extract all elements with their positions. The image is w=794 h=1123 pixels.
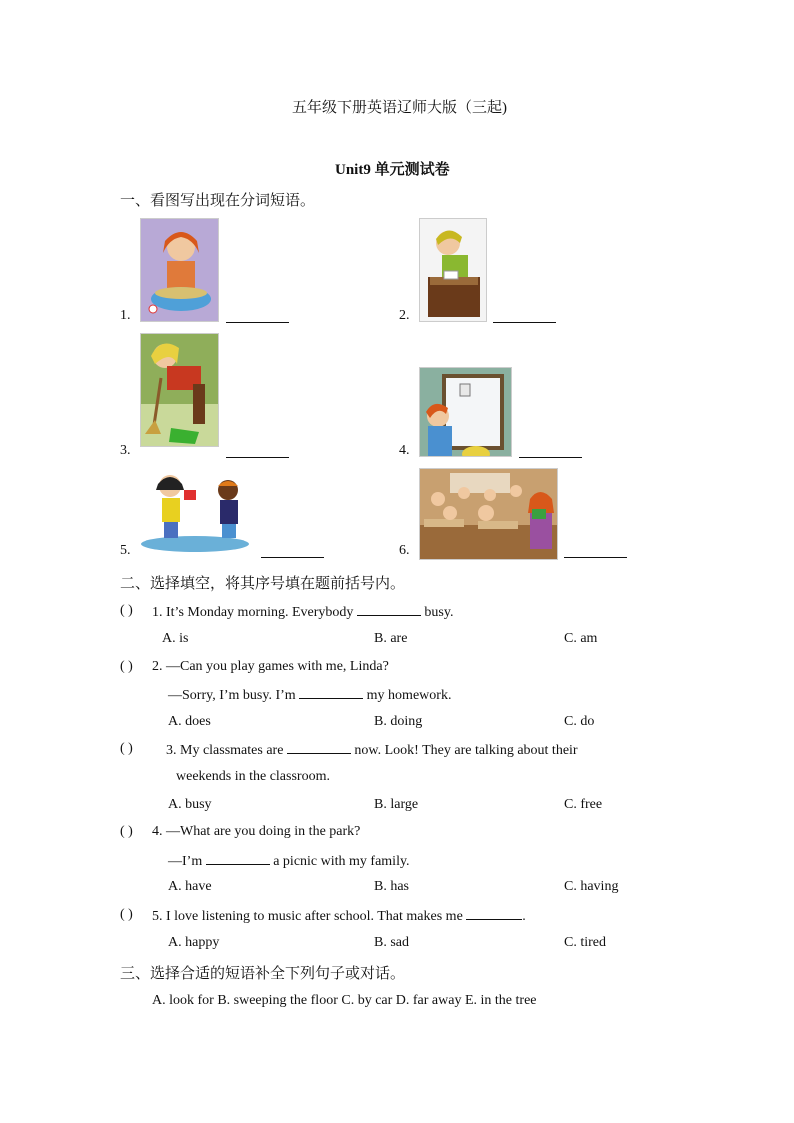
q5-stem (152, 907, 526, 925)
q4-blank[interactable] (206, 852, 270, 865)
q3-paren[interactable]: ( ) (120, 741, 133, 756)
picture-cleaning-window (419, 367, 512, 457)
q1-blank[interactable] (357, 603, 421, 616)
q3-option-c[interactable]: C. free (564, 797, 603, 812)
answer-blank-5[interactable] (261, 545, 324, 563)
q3-text-1a: 3. My classmates are (166, 743, 284, 758)
picture-washing (140, 218, 219, 322)
q4-text-2a: —I’m (168, 854, 203, 869)
q4-option-a[interactable]: A. have (168, 879, 212, 894)
q4-text-1: 4. —What are you doing in the park? (152, 824, 361, 839)
item-number-4: 4. (399, 443, 410, 458)
q5-option-a[interactable]: A. happy (168, 935, 220, 950)
q5-text-b: . (522, 909, 526, 924)
q2-blank[interactable] (299, 686, 363, 699)
q1-text-b: busy. (424, 605, 454, 620)
page-title: 五年级下册英语辽师大版（三起) (292, 100, 507, 116)
q2-option-a[interactable]: A. does (168, 714, 211, 729)
answer-blank-3[interactable] (226, 445, 289, 463)
q3-line-1 (166, 741, 578, 759)
picture-cleaning-desk (419, 218, 487, 322)
section2-heading: 二、选择填空，将其序号填在题前括号内。 (120, 576, 406, 592)
q3-text-2: weekends in the classroom. (176, 769, 330, 784)
answer-blank-4[interactable] (519, 445, 582, 463)
section1-heading: 一、看图写出现在分词短语。 (120, 193, 316, 209)
q1-text-a: 1. It’s Monday morning. Everybody (152, 605, 354, 620)
q1-option-b[interactable]: B. are (374, 631, 408, 646)
q2-text-2b: my homework. (366, 688, 452, 703)
picture-children-cards (140, 470, 251, 554)
q1-paren[interactable]: ( ) (120, 603, 133, 618)
q3-option-a[interactable]: A. busy (168, 797, 212, 812)
q4-line-2 (168, 852, 410, 870)
q1-option-a[interactable]: A. is (162, 631, 189, 646)
answer-blank-1[interactable] (226, 310, 289, 328)
q3-blank[interactable] (287, 741, 351, 754)
q5-text-a: 5. I love listening to music after school. That makes me (152, 909, 463, 924)
section3-options: A. look for B. sweeping the floor C. by car D. far away E. in the tree (152, 993, 537, 1008)
q1-stem (152, 603, 453, 621)
q5-option-b[interactable]: B. sad (374, 935, 409, 950)
q5-option-c[interactable]: C. tired (564, 935, 606, 950)
picture-classroom (419, 468, 558, 560)
q2-text-1: 2. —Can you play games with me, Linda? (152, 659, 389, 674)
item-number-6: 6. (399, 543, 410, 558)
picture-sweeping (140, 333, 219, 447)
q2-text-2a: —Sorry, I’m busy. I’m (168, 688, 296, 703)
item-number-1: 1. (120, 308, 131, 323)
q4-option-c[interactable]: C. having (564, 879, 619, 894)
q5-paren[interactable]: ( ) (120, 907, 133, 922)
item-number-3: 3. (120, 443, 131, 458)
q3-option-b[interactable]: B. large (374, 797, 419, 812)
q2-option-b[interactable]: B. doing (374, 714, 423, 729)
answer-blank-2[interactable] (493, 310, 556, 328)
q4-paren[interactable]: ( ) (120, 824, 133, 839)
q2-line-2 (168, 686, 451, 704)
page-subtitle: Unit9 单元测试卷 (335, 162, 450, 178)
section3-heading: 三、选择合适的短语补全下列句子或对话。 (120, 966, 406, 982)
q2-paren[interactable]: ( ) (120, 659, 133, 674)
answer-blank-6[interactable] (564, 545, 627, 563)
q1-option-c[interactable]: C. am (564, 631, 598, 646)
item-number-2: 2. (399, 308, 410, 323)
q5-blank[interactable] (466, 907, 522, 920)
q3-text-1b: now. Look! They are talking about their (354, 743, 578, 758)
q2-option-c[interactable]: C. do (564, 714, 595, 729)
q4-text-2b: a picnic with my family. (273, 854, 410, 869)
q4-option-b[interactable]: B. has (374, 879, 409, 894)
item-number-5: 5. (120, 543, 131, 558)
